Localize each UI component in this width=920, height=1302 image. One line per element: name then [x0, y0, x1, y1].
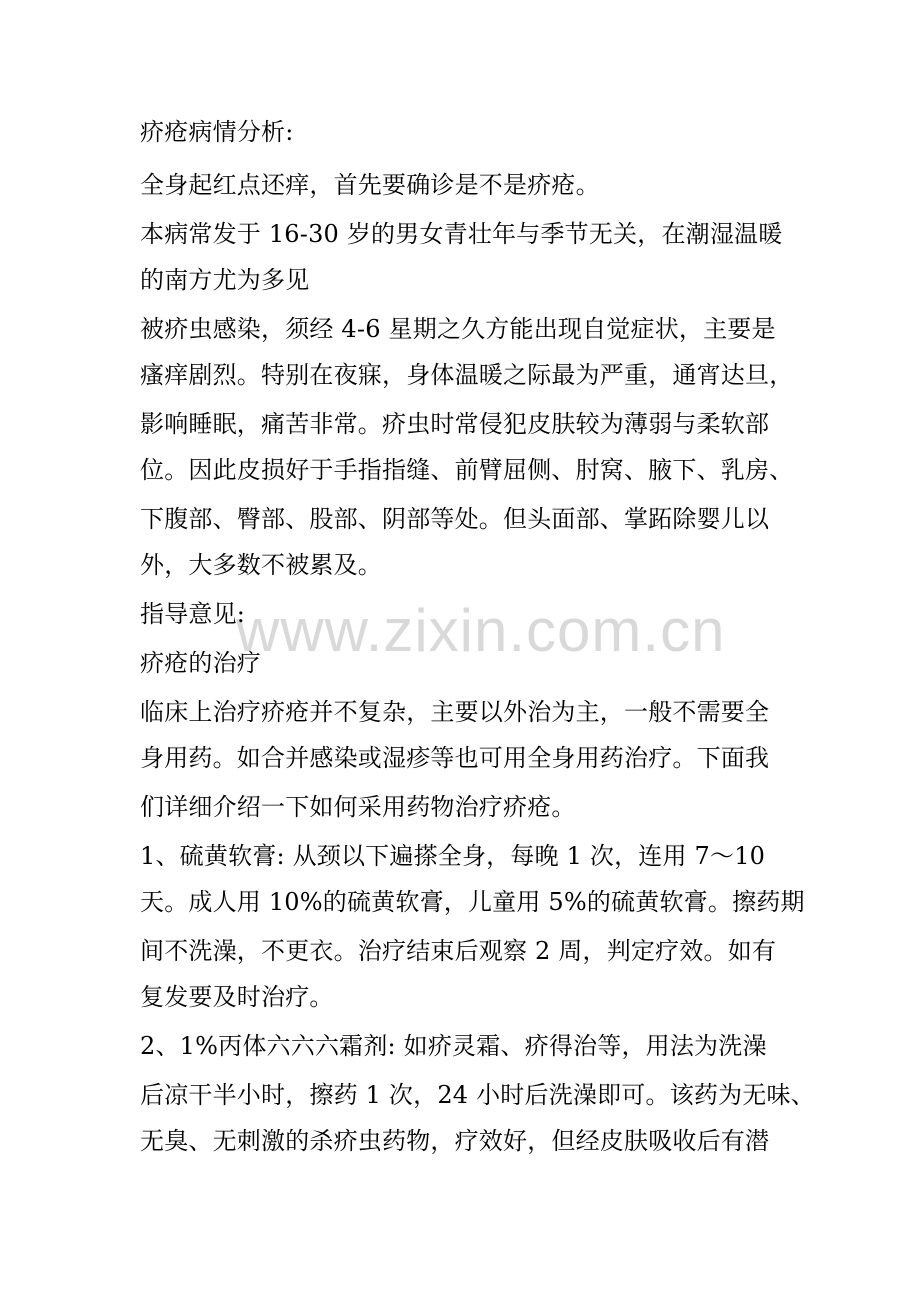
paragraph-line: 的南方尤为多见 [140, 266, 310, 294]
paragraph-line: 身用药。如合并感染或湿疹等也可用全身用药治疗。下面我 [140, 744, 770, 772]
paragraph-line: 位。因此皮损好于手指指缝、前臂屈侧、肘窝、腋下、乳房、 [140, 456, 794, 484]
heading-treatment: 疥疮的治疗 [140, 649, 261, 677]
paragraph-line: 瘙痒剧烈。特别在夜寐，身体温暖之际最为严重，通宵达旦， [140, 361, 794, 389]
list-item-lindane-cream: 2、1%丙体六六六霜剂: 如疥灵霜、疥得治等，用法为洗澡 [140, 1032, 767, 1060]
paragraph-line: 无臭、无刺激的杀疥虫药物，疗效好，但经皮肤吸收后有潜 [140, 1127, 770, 1155]
paragraph-line: 天。成人用 10%的硫黄软膏，儿童用 5%的硫黄软膏。擦药期 [140, 888, 805, 916]
paragraph-line: 复发要及时治疗。 [140, 983, 334, 1011]
paragraph-line: 临床上治疗疥疮并不复杂，主要以外治为主，一般不需要全 [140, 698, 770, 726]
list-item-sulfur-ointment: 1、硫黄软膏: 从颈以下遍搽全身，每晚 1 次，连用 7～10 [140, 842, 766, 870]
paragraph-line: 本病常发于 16-30 岁的男女青壮年与季节无关，在潮湿温暖 [140, 220, 783, 248]
heading-guidance: 指导意见: [140, 600, 246, 628]
paragraph-line: 间不洗澡，不更衣。治疗结束后观察 2 周，判定疗效。如有 [140, 937, 777, 965]
paragraph-line: 下腹部、臀部、股部、阴部等处。但头面部、掌跖除婴儿以 [140, 505, 770, 533]
paragraph-line: 全身起红点还痒，首先要确诊是不是疥疮。 [140, 171, 600, 199]
paragraph-line: 影响睡眠，痛苦非常。疥虫时常侵犯皮肤较为薄弱与柔软部 [140, 410, 770, 438]
watermark: www.zixin.com.cn [236, 597, 726, 664]
paragraph-line: 被疥虫感染，须经 4-6 星期之久方能出现自觉症状，主要是 [140, 315, 776, 343]
paragraph-line: 们详细介绍一下如何采用药物治疗疥疮。 [140, 793, 576, 821]
heading-condition-analysis: 疥疮病情分析: [140, 118, 294, 146]
paragraph-line: 后凉干半小时，擦药 1 次，24 小时后洗澡即可。该药为无味、 [140, 1081, 815, 1109]
paragraph-line: 外，大多数不被累及。 [140, 551, 382, 579]
